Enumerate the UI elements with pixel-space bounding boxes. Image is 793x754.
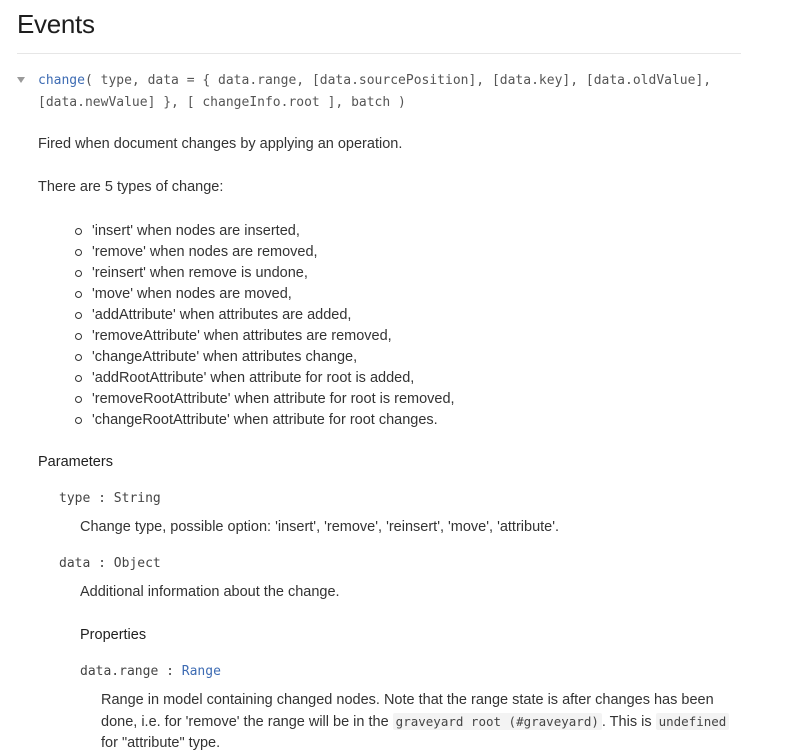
param-data-description: Additional information about the change. (80, 584, 340, 600)
param-data-signature (59, 556, 161, 571)
signature-params-line2: [data.newValue] }, [ changeInfo.root ], batch ) (38, 95, 406, 110)
bullet-icon (75, 333, 82, 340)
undefined-code: undefined (656, 713, 730, 730)
section-divider (17, 53, 741, 54)
signature-params-line1: ( type, data = { data.range, [data.sourcePosition], [data.key], [data.oldValue], (84, 73, 712, 88)
bullet-icon (75, 375, 82, 382)
parameters-heading: Parameters (38, 454, 113, 470)
event-signature (38, 70, 728, 114)
property-range-description: Range in model containing changed nodes. Note that the range state is after changes has been done, i.e. for 'remove' the range will be in the graveyard root (#graveyard) . This is undefined for "attribute" type. (101, 690, 741, 754)
param-separator: : (90, 491, 114, 506)
list-item: 'remove' when nodes are removed, (75, 242, 455, 263)
list-item: 'removeRootAttribute' when attribute for root is removed, (75, 389, 455, 410)
property-range-signature (80, 664, 221, 679)
collapse-triangle-icon[interactable] (17, 77, 25, 83)
list-item: 'removeAttribute' when attributes are removed, (75, 326, 455, 347)
list-item: 'reinsert' when remove is undone, (75, 263, 455, 284)
bullet-icon (75, 249, 82, 256)
param-type-signature (59, 491, 161, 506)
change-types-intro: There are 5 types of change: (38, 179, 224, 195)
list-item: 'addRootAttribute' when attribute for root is added, (75, 368, 455, 389)
bullet-icon (75, 291, 82, 298)
bullet-icon (75, 270, 82, 277)
bullet-icon (75, 312, 82, 319)
list-item: 'changeRootAttribute' when attribute for root changes. (75, 410, 455, 431)
list-item: 'addAttribute' when attributes are added, (75, 305, 455, 326)
section-title: Events (17, 9, 95, 39)
properties-heading: Properties (80, 627, 147, 643)
param-name: data (59, 556, 91, 571)
event-description: Fired when document changes by applying an operation. (38, 136, 403, 152)
list-item: 'insert' when nodes are inserted, (75, 221, 455, 242)
param-type-description: Change type, possible option: 'insert', 'remove', 'reinsert', 'move', 'attribute'. (80, 519, 560, 535)
range-type-link[interactable]: Range (181, 664, 221, 679)
bullet-icon (75, 417, 82, 424)
bullet-icon (75, 354, 82, 361)
param-type: String (113, 491, 161, 506)
event-name-link[interactable]: change (38, 73, 85, 88)
list-item: 'move' when nodes are moved, (75, 284, 455, 305)
param-separator: : (90, 556, 114, 571)
list-item: 'changeAttribute' when attributes change, (75, 347, 455, 368)
graveyard-root-code: graveyard root (#graveyard) (393, 713, 602, 730)
bullet-icon (75, 228, 82, 235)
param-name: type (59, 491, 91, 506)
property-name: data.range (80, 664, 159, 679)
bullet-icon (75, 396, 82, 403)
change-types-list (75, 221, 455, 431)
param-type: Object (113, 556, 161, 571)
property-separator: : (158, 664, 182, 679)
